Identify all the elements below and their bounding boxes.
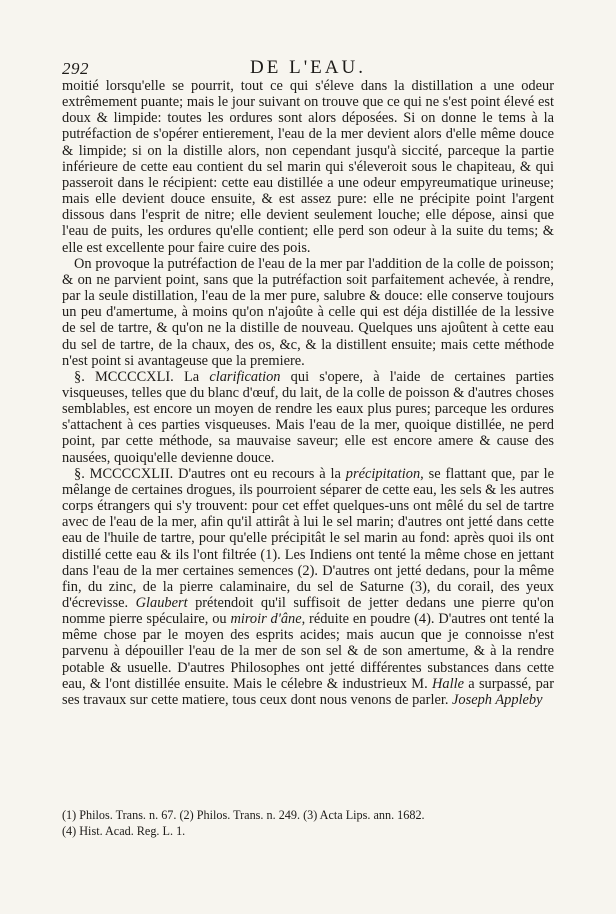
italic-term: clarification (209, 368, 281, 385)
paragraph (62, 256, 554, 369)
footnote-line: (1) Philos. Trans. n. 67. (2) Philos. Trans. n. 249. (3) Acta Lips. ann. 1682. (62, 808, 425, 822)
text-run: §. MCCCCXLI. La (74, 368, 210, 385)
italic-term: Joseph Appleby (452, 691, 543, 708)
page-number: 292 (62, 59, 89, 78)
text-run: On provoque la putréfaction de l'eau de la mer par l'addition de la colle de poisson; & on ne parvient point, sans que la putréfaction soit parfaitement achevée, à rendre, par la seule distillation, l'eau de la mer pure, salubre & douce: elle conserve toujours un peu d'amertume, à moins qu'on n'ajoûte à celle qui est déja distillée de la lessive de sel de tartre, & qu'on ne la distille de nouveau. Quelques uns ajoûtent à cette eau du sel de tartre, de la chaux, des os, &c, & la distillent ensuite; mais cette méthode n'est point si avantageuse que la premiere. (62, 255, 554, 369)
running-head: DE L'EAU. (250, 57, 366, 78)
text-run: , se flattant que, par le mêlange de certaines drogues, ils pourroient séparer de cette eau, les sels & les autres corps étrangers qui s'y trouvent: pour cet effet quelques-uns ont mêlé du sel de tartre avec de l'eau de la mer, afin qu'il attirât à lui le sel marin; d'autres ont jetté dans cette eau de l'huile de tartre, pour qu'elle précipitât le sel marin au fond: après quoi ils ont distillé cette eau & ils l'ont filtrée (1). Les Indiens ont tenté la même chose en jettant dans l'eau de la mer certaines semences (2). D'autres ont jetté dedans, pour la même fin, du zinc, de la pierre calaminaire, du sel de Saturne (3), du corail, des yeux d'écrevisse. (62, 465, 554, 611)
footnotes (62, 808, 554, 839)
footnote-line: (4) Hist. Acad. Reg. L. 1. (62, 823, 186, 838)
text-run: moitié lorsqu'elle se pourrit, tout ce qui s'éleve dans la distillation a une odeur extrêmement puante; mais le jour suivant on trouve que ce qui ne s'est point élevé est doux & limpide: toutes les ordures sont alors déposées. Si on donne le tems à la putréfaction de s'opérer entierement, l'eau de la mer devient alors d'elle même douce & limpide; si on la distille alors, non cependant jusqu'à siccité, parceque la partie inférieure de cette eau contient du sel marin qui s'éleveroit sous le chapiteau, & qui passeroit dans le récipient: cette eau distillée a une odeur empyreumatique urineuse; mais elle devient douce ensuite, & est assez pure: elle ne précipite point l'argent dissous dans l'esprit de nitre; elle devient seulement louche; elle dépose, ainsi que l'eau de puits, les ordures qu'elle contient; elle perd son odeur à la suite du tems; & elle est excellente pour faire cuire des pois. (62, 78, 554, 256)
italic-term: miroir d'âne (230, 611, 302, 628)
text-run: §. MCCCCXLII. D'autres ont eu recours à la (74, 465, 346, 482)
paragraph (62, 466, 554, 708)
italic-term: précipitation (345, 465, 421, 482)
italic-term: Halle (431, 675, 464, 692)
paragraph (62, 369, 554, 466)
text-run: a surpassé, par ses travaux sur cette matiere, tous ceux dont nous venons de parler. (62, 675, 554, 708)
paragraph (62, 78, 554, 256)
italic-term: Glaubert (135, 595, 188, 611)
text-run: qui s'opere, à l'aide de certaines parties visqueuses, telles que du blanc d'œuf, du lait, de la colle de poisson & d'autres choses semblables, est encore un moyen de rendre les eaux plus pures; parceque les ordures s'attachent à ces parties visqueuses. Mais l'eau de la mer, quoique distillée, ne perd point, par cette méthode, sa mauvaise saveur; elle est encore amere & cause des nausées, quoiqu'elle devienne douce. (62, 368, 555, 466)
text-run: , réduite en poudre (4). D'autres ont tenté la même chose par le moyen des esprits acides; mais aucun que je connoisse n'est parvenu à dépouiller l'eau de la mer de son sel & de son amertume, & à la rendre potable & usuelle. D'autres Philosophes ont jetté différentes substances dans cette eau, & l'ont distillée ensuite. Mais le célebre & industrieux M. (62, 611, 554, 692)
body-text (62, 78, 554, 708)
text-run: prétendoit qu'il suffisoit de jetter dedans une pierre qu'on nomme pierre spéculaire, ou (62, 595, 554, 628)
